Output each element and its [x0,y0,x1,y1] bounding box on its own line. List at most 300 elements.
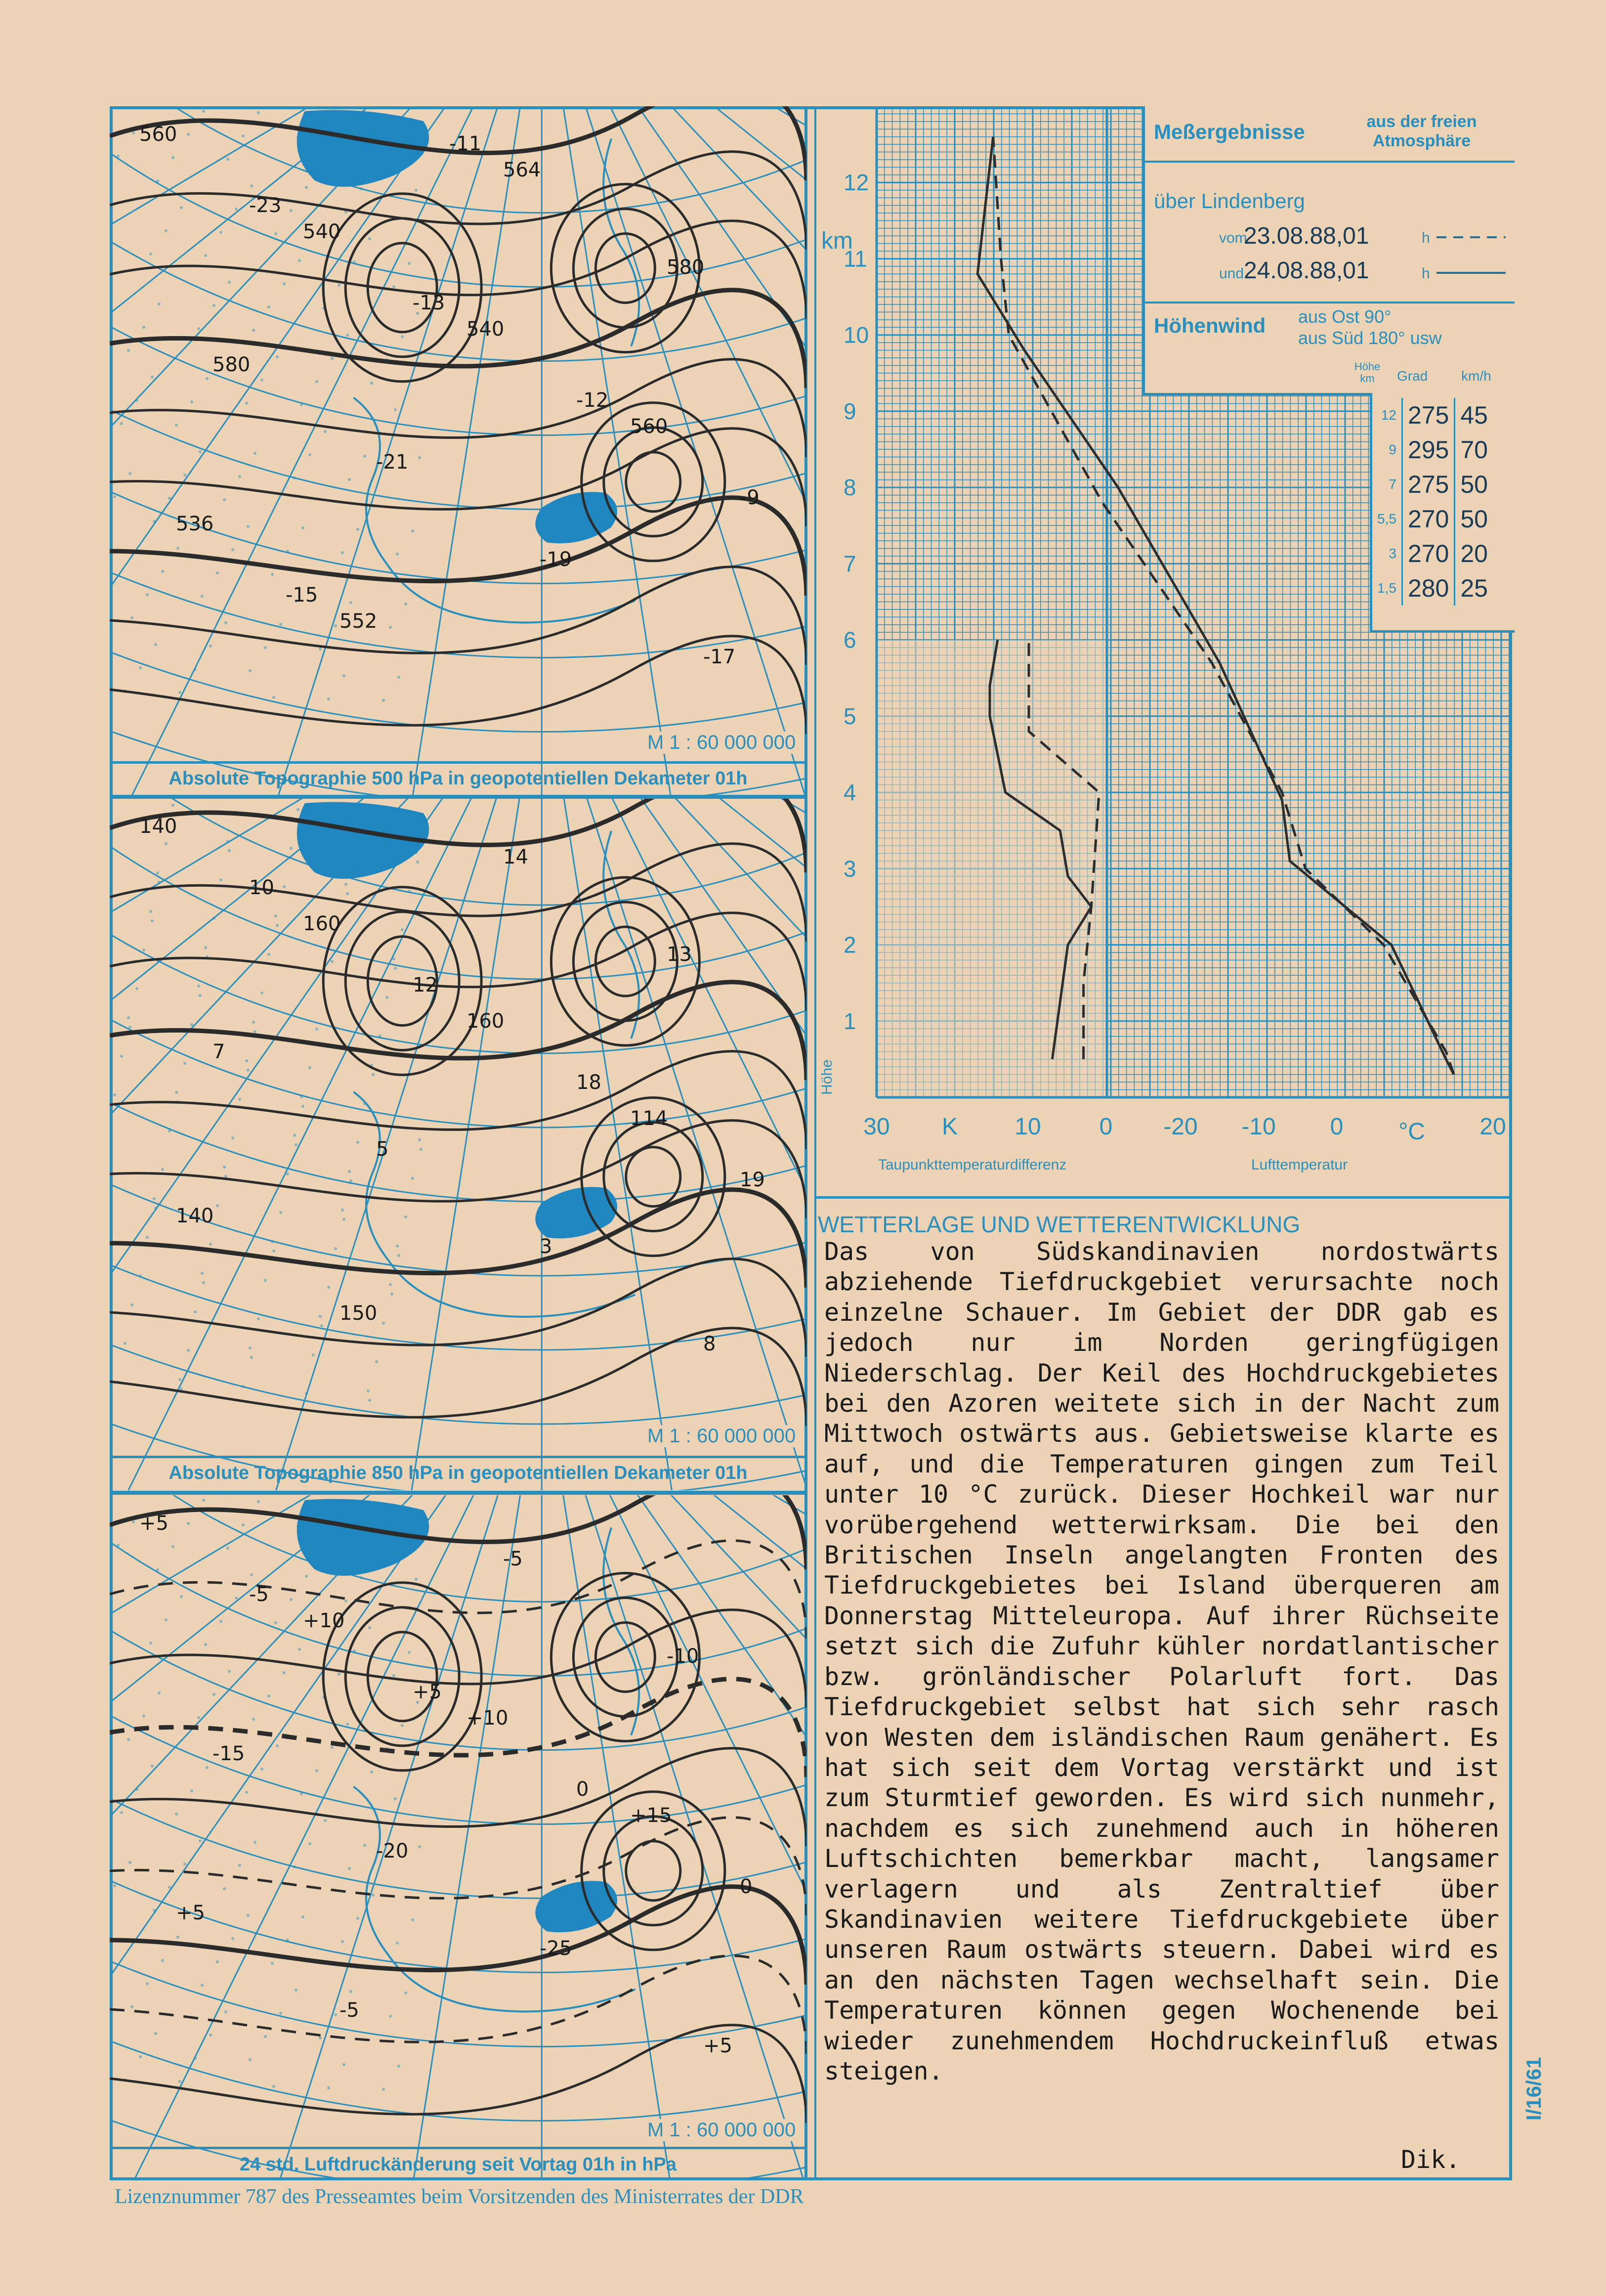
stipple-dot [201,1272,204,1275]
stipple-dot [293,477,296,479]
stipple-dot [154,2032,157,2035]
map-850hpa-svg [110,798,806,1490]
stipple-dot [390,1293,393,1296]
stipple-dot [327,2086,330,2089]
contour-label: 580 [667,256,705,279]
stipple-dot [212,1693,215,1696]
y-tick-label: 11 [844,246,867,272]
stipple-dot [201,595,204,598]
isoline [110,844,806,942]
map-500hpa-svg [110,106,806,795]
stipple-dot [411,529,414,532]
stipple-dot [348,1170,351,1173]
y-tick-label: 8 [844,475,856,501]
stipple-dot [226,840,229,843]
stipple-dot [401,335,404,338]
stipple-dot [224,1175,227,1178]
stipple-dot [349,601,352,604]
stipple-dot [113,1884,116,1887]
closed-contour [323,194,481,382]
stipple-dot [254,452,256,455]
stipple-dot [202,110,205,113]
stipple-dot [168,1886,171,1889]
latitude-line [110,798,806,1350]
und-label: und [1219,265,1244,282]
stipple-dot [397,1254,400,1257]
map-850hpa-scale: M 1 : 60 000 000 [643,1425,800,1447]
stipple-dot [120,1811,123,1814]
stipple-dot [175,1091,178,1094]
contour-label: +15 [630,1804,672,1827]
stipple-dot [290,1598,293,1601]
stipple-dot [158,1691,161,1694]
meridian-line [542,106,806,795]
contour-label: -17 [703,646,736,668]
stipple-dot [293,1134,296,1137]
stipple-dot [124,1342,127,1345]
contour-label: +5 [139,1512,169,1535]
stipple-dot [161,1959,164,1962]
wind-row [1372,398,1493,433]
stipple-dot [110,1495,111,1497]
baltic-shape [535,1881,617,1932]
stipple-dot [204,254,207,257]
y-tick-label: 2 [844,932,856,958]
x-tick-label: 0 [1099,1114,1113,1140]
contour-label: 18 [576,1071,601,1094]
stipple-dot [194,2057,197,2060]
latitude-line [110,798,806,1490]
map-pressure-change-svg [110,1495,806,2180]
stipple-dot [257,111,260,114]
stipple-dot [408,262,411,265]
stipple-dot [274,914,277,917]
stipple-dot [228,281,231,284]
coastline [603,1528,639,1735]
stipple-dot [228,1670,231,1673]
stipple-dot [165,1618,168,1621]
stipple-dot [194,1310,197,1313]
stipple-dot [356,528,359,531]
x-tick-label: 10 [1014,1114,1041,1140]
stipple-dot [242,1523,245,1526]
stipple-dot [238,1864,241,1867]
stipple-dot [334,1247,337,1250]
map-850hpa-caption: Absolute Topographie 850 hPa in geopotentiellen Dekameter 01h [110,1456,806,1488]
latitude-line [110,1495,806,2047]
latitude-line [110,1495,806,1750]
stipple-dot [341,1209,344,1212]
stipple-dot [247,1914,250,1917]
stipple-dot [296,808,299,811]
stipple-dot [368,237,371,240]
stipple-dot [206,1766,209,1769]
coastline [603,139,639,347]
isoline [110,1051,806,1149]
stipple-dot [301,1105,304,1108]
stipple-dot [156,1568,159,1571]
stipple-dot [158,303,161,305]
vom-label: vom [1219,230,1247,246]
stipple-dot [113,495,116,498]
stipple-dot [158,881,161,884]
baltic-shape [535,492,617,543]
col-kmh: km/h [1461,368,1491,384]
stipple-dot [171,804,174,807]
stipple-dot [151,1765,154,1768]
stipple-dot [368,1399,371,1402]
baltic-shape [535,1187,617,1238]
stipple-dot [257,1317,260,1320]
stipple-dot [224,2010,227,2013]
stipple-dot [180,206,183,209]
stipple-dot [117,155,120,158]
contour-label: 160 [466,1010,505,1033]
wind-direction: 270 [1402,502,1454,536]
contour-label: 13 [667,943,692,966]
stipple-dot [286,550,289,553]
stipple-dot [319,648,322,650]
stipple-dot [252,1718,255,1721]
latitude-line [110,1495,806,1676]
map-500hpa-caption: Absolute Topographie 500 hPa in geopotentiellen Dekameter 01h [110,761,806,793]
stipple-dot [171,1545,174,1548]
stipple-dot [197,985,200,988]
contour-label: 564 [503,159,541,181]
wind-height: 9 [1389,442,1396,457]
stipple-dot [404,1215,407,1218]
latitude-line [110,1495,806,2180]
signature: Dik. [1401,2145,1461,2174]
contour-label: 19 [740,1169,765,1191]
stipple-dot [356,1917,359,1920]
stipple-dot [401,1724,404,1727]
stipple-dot [308,453,311,456]
stipple-dot [168,1129,171,1132]
contour-label: -11 [449,132,482,155]
stipple-dot [250,1356,253,1359]
stipple-dot [370,382,373,385]
stipple-dot [146,1982,149,1985]
contour-label: 560 [630,415,668,438]
stipple-dot [279,1211,282,1214]
stipple-dot [327,697,330,700]
latitude-line [110,106,806,732]
contour-label: -5 [339,1999,359,2022]
stipple-dot [392,285,395,288]
stipple-dot [238,1098,241,1101]
stipple-dot [161,1168,164,1171]
wind-row [1372,571,1493,606]
closed-contour [345,912,459,1050]
wind-height: 3 [1389,546,1396,561]
contour-label: -15 [286,584,318,606]
stipple-dot [353,1649,356,1652]
stipple-dot [183,1062,186,1065]
stipple-dot [216,571,219,574]
stipple-dot [178,2080,181,2083]
y-tick-label: 4 [844,780,856,806]
x-tick-label: K [941,1114,958,1140]
stipple-dot [418,1845,421,1848]
stipple-dot [245,1791,248,1794]
contour-label: 580 [212,353,251,376]
stipple-dot [324,430,327,433]
stipple-dot [216,1204,219,1207]
stipple-dot [146,593,149,596]
latitude-line [110,798,806,1276]
contour-label: -12 [576,389,609,412]
stipple-dot [224,621,227,624]
contour-label: +10 [303,1609,345,1632]
stipple-dot [209,1243,212,1246]
stipple-dot [264,1279,267,1282]
isoline [110,1495,806,1569]
stipple-dot [139,1274,142,1277]
contour-label: -23 [249,194,282,217]
stipple-dot [260,992,263,995]
stipple-dot [308,1842,311,1845]
contour-label: 10 [249,876,274,899]
stipple-dot [382,699,385,702]
stipple-dot [231,1136,234,1139]
stipple-dot [142,326,145,329]
stipple-dot [360,1576,363,1579]
stipple-dot [264,646,267,649]
contour-label: 140 [139,815,177,838]
contour-label: 150 [339,1302,378,1325]
stipple-dot [223,1166,226,1169]
sounding-title-right: aus der freien Atmosphäre [1366,112,1477,150]
stipple-dot [389,2015,392,2018]
wind-table [1372,398,1493,606]
map-500hpa [110,106,806,795]
stipple-dot [176,547,179,550]
stipple-dot [408,1651,411,1654]
latitude-line [110,1495,806,2121]
stipple-dot [260,379,263,382]
y-tick-label: 9 [844,398,856,424]
stipple-dot [250,1573,253,1576]
contour-label: 12 [413,974,438,996]
contour-label: -21 [376,451,409,474]
stipple-dot [396,553,399,556]
contour-label: -25 [540,1937,572,1960]
stipple-dot [315,380,318,383]
stipple-dot [279,2012,282,2015]
stipple-dot [301,526,304,529]
stipple-dot [298,1648,301,1651]
map-pressure-change-caption: 24 std. Luftdruckänderung seit Vortag 01h in hPa [110,2147,806,2180]
stipple-dot [212,917,215,920]
stipple-dot [142,1715,145,1718]
stipple-dot [146,1236,149,1239]
stipple-dot [197,1716,200,1719]
stipple-dot [411,1177,414,1180]
stipple-dot [176,1936,179,1939]
contour-label: -19 [540,548,572,571]
y-tick-label: 6 [844,627,856,653]
stipple-dot [394,1797,397,1800]
stipple-dot [379,1035,381,1038]
stipple-dot [363,455,366,458]
stipple-dot [175,424,178,427]
stipple-dot [202,1281,205,1284]
stipple-dot [187,1349,190,1352]
latitude-line [110,106,806,658]
stipple-dot [190,400,193,403]
stipple-dot [274,232,277,235]
stipple-dot [242,1385,245,1388]
stipple-dot [151,919,154,922]
stipple-dot [418,456,421,459]
wind-height: 7 [1389,477,1396,492]
stipple-dot [267,953,270,956]
stipple-dot [249,1346,252,1349]
side-code: I/16/61 [1522,2057,1545,2121]
stipple-dot [206,377,209,380]
stipple-dot [130,1303,133,1306]
stipple-dot [389,1283,392,1286]
map-500hpa-scale: M 1 : 60 000 000 [643,732,800,754]
box-divider [1145,161,1515,163]
stipple-dot [260,1768,263,1771]
x-tick-label: 20 [1479,1114,1506,1140]
stipple-dot [142,949,145,952]
wind-height: 1,5 [1377,580,1396,596]
wind-height: 5,5 [1377,511,1396,526]
stipple-dot [404,603,407,606]
stipple-dot [178,1378,181,1381]
x-tick-label: °C [1398,1119,1425,1145]
stipple-dot [161,570,164,573]
stipple-dot [367,1389,370,1392]
stipple-dot [199,1839,202,1842]
stipple-dot [135,1788,138,1791]
stipple-dot [331,1746,334,1749]
wind-direction: 275 [1402,467,1454,502]
wind-direction: 275 [1402,398,1454,433]
stipple-dot [165,229,168,232]
stipple-dot [128,1026,131,1029]
contour-label: -20 [376,1840,409,1863]
stipple-dot [156,871,159,874]
stipple-dot [165,842,168,845]
sounding-info-box [1142,106,1515,395]
stipple-dot [113,1093,116,1096]
stipple-dot [247,1069,250,1072]
wind-row [1372,467,1493,502]
stipple-dot [271,573,274,576]
stipple-dot [346,334,349,337]
stipple-dot [149,1642,152,1645]
stipple-dot [360,187,363,190]
closed-contour [323,1583,481,1771]
stipple-dot [286,1172,289,1175]
stipple-dot [245,402,248,405]
stipple-dot [392,1674,395,1677]
stipple-dot [226,1547,229,1550]
stipple-dot [153,1909,156,1912]
stipple-dot [209,645,212,648]
stipple-dot [346,1723,349,1726]
stipple-dot [346,892,349,895]
footer-license: Lizenznummer 787 des Presseamtes beim Vorsitzenden des Ministerrates der DDR [115,2185,804,2208]
x-tick-label: 30 [863,1114,890,1140]
stipple-dot [180,1387,183,1390]
latitude-line [110,106,806,795]
stipple-dot [202,1499,205,1502]
wind-speed: 45 [1455,398,1493,433]
stipple-dot [132,1520,135,1523]
isoline [110,498,806,596]
stipple-dot [120,422,123,425]
stipple-dot [295,1989,297,1992]
stipple-dot [127,349,130,352]
solid-legend-line [1437,265,1506,280]
stipple-dot [276,1744,279,1747]
stipple-dot [249,669,252,672]
xlabel-left: Taupunkttemperaturdifferenz [878,1157,1067,1173]
stipple-dot [385,996,388,999]
x-tick-label: -20 [1163,1114,1198,1140]
stipple-dot [238,475,241,478]
stipple-dot [344,883,347,886]
wind-speed: 20 [1455,536,1493,571]
contour-label: -9 [740,486,760,509]
meridian-line [542,106,806,795]
stipple-dot [279,623,282,626]
h-label-2: h [1422,265,1430,282]
contour-label: 3 [540,1235,552,1258]
stipple-dot [272,2085,275,2088]
x-tick-label: 0 [1330,1114,1344,1140]
isoline [110,152,806,250]
stipple-dot [249,2058,252,2061]
contour-label: 8 [703,1333,716,1355]
coastline [603,831,639,1039]
stipple-dot [389,626,392,629]
sounding-place: über Lindenberg [1154,189,1305,213]
chart-text-separator [816,1196,1512,1199]
stipple-dot [342,2063,345,2066]
stipple-dot [301,1915,304,1918]
stipple-dot [342,674,345,677]
latitude-line [110,798,806,1424]
stipple-dot [320,1324,323,1327]
wind-row [1372,536,1493,571]
contour-label: -15 [212,1742,245,1765]
stipple-dot [418,1138,421,1141]
stipple-dot [223,1887,226,1890]
weather-heading: WETTERLAGE UND WETTERENTWICKLUNG [818,1212,1301,1237]
map-separator [110,795,806,799]
stipple-dot [363,1844,366,1847]
stipple-dot [394,408,397,411]
stipple-dot [128,1861,131,1864]
stipple-dot [110,106,111,108]
contour-label: 160 [303,912,341,935]
stipple-dot [397,2065,400,2068]
stipple-dot [300,403,303,406]
stipple-dot [199,450,202,453]
contour-label: 5 [376,1138,389,1161]
map-pressure-change [110,1495,806,2180]
latitude-line [110,1495,806,1899]
stipple-dot [264,2035,267,2038]
stipple-dot [135,987,138,990]
stipple-dot [212,304,215,307]
